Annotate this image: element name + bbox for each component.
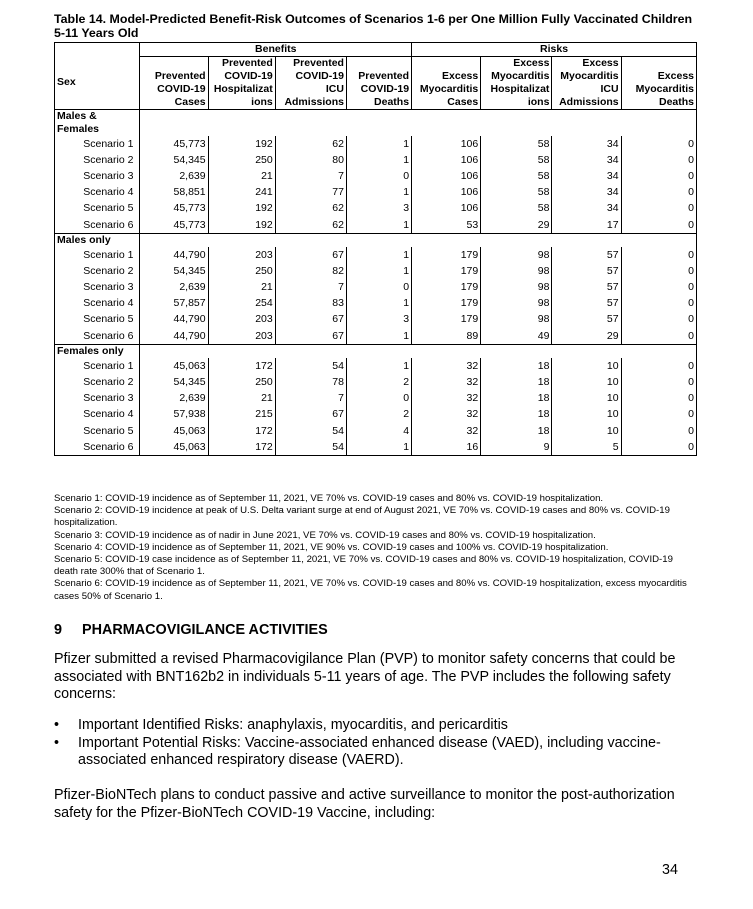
table-cell: 18 <box>481 423 552 439</box>
table-row <box>55 439 697 456</box>
table-cell: 62 <box>275 136 346 152</box>
table-cell: 54,345 <box>140 152 208 168</box>
column-header-line <box>624 57 694 70</box>
table-row <box>55 423 697 439</box>
table-cell: 2,639 <box>140 280 208 296</box>
table-cell: 18 <box>481 358 552 374</box>
table-cell: 34 <box>552 168 621 184</box>
table-cell: 54,345 <box>140 374 208 390</box>
table-cell: 172 <box>208 358 275 374</box>
table-row <box>55 358 697 374</box>
table-cell: 49 <box>481 328 552 345</box>
table-cell: 54 <box>275 439 346 456</box>
group-row-filler <box>140 345 697 359</box>
table-cell: 44,790 <box>140 312 208 328</box>
table-cell: 3 <box>346 201 411 217</box>
table-cell: 32 <box>412 407 481 423</box>
table-cell: 54,345 <box>140 263 208 279</box>
table-row <box>55 391 697 407</box>
column-header-line: Prevented <box>221 57 273 69</box>
table-row <box>55 263 697 279</box>
table-cell: 179 <box>412 296 481 312</box>
table-row <box>55 217 697 234</box>
column-header-line: Cases <box>174 96 206 108</box>
column-header-line: Excess <box>657 70 694 82</box>
footnote: Scenario 2: COVID-19 incidence at peak of U.S. Delta variant surge at end of August 2021, VE 70% vs. COVID-19 cases and 80% vs. COVID-19 hospitalization. <box>54 505 670 529</box>
table-cell: 54 <box>275 423 346 439</box>
scenario-label: Scenario 1 <box>55 358 140 374</box>
table-cell: 57 <box>552 263 621 279</box>
table-cell: 4 <box>346 423 411 439</box>
table-cell: 0 <box>621 439 696 456</box>
column-header <box>346 57 411 110</box>
list-item <box>54 717 694 735</box>
table-row <box>55 201 697 217</box>
table-cell: 82 <box>275 263 346 279</box>
table-cell: 83 <box>275 296 346 312</box>
table-cell: 179 <box>412 263 481 279</box>
table-cell: 67 <box>275 247 346 263</box>
column-header-line: Prevented <box>358 70 410 82</box>
column-header-line: Deaths <box>658 96 694 108</box>
table-cell: 77 <box>275 185 346 201</box>
table-cell: 53 <box>412 217 481 234</box>
table-cell: 54 <box>275 358 346 374</box>
table-cell: 18 <box>481 391 552 407</box>
table-cell: 0 <box>621 136 696 152</box>
footnote: Scenario 5: COVID-19 case incidence as of September 11, 2021, VE 70% vs. COVID-19 cases and 80% vs. COVID-19 hospitalization, COVID-19 death rate 300% that of Scenario 1. <box>54 554 673 578</box>
table-cell: 58 <box>481 185 552 201</box>
table-footnotes <box>54 493 694 603</box>
table-cell: 18 <box>481 374 552 390</box>
group-label: Females only <box>55 345 140 359</box>
table-cell: 7 <box>275 168 346 184</box>
column-header-line <box>349 57 409 70</box>
column-header <box>275 57 346 110</box>
table-cell: 45,773 <box>140 217 208 234</box>
table-cell: 106 <box>412 185 481 201</box>
table-row <box>55 247 697 263</box>
table-cell: 215 <box>208 407 275 423</box>
column-header-line: Excess <box>513 57 550 69</box>
column-header-line: Prevented <box>293 57 344 69</box>
table-cell: 5 <box>552 439 621 456</box>
bullet-icon: • <box>54 717 60 733</box>
column-header-line: COVID-19 <box>295 70 344 82</box>
scenario-label: Scenario 1 <box>55 247 140 263</box>
scenario-label: Scenario 5 <box>55 312 140 328</box>
table-cell: 21 <box>208 168 275 184</box>
table-cell: 1 <box>346 358 411 374</box>
scenario-label: Scenario 3 <box>55 280 140 296</box>
table-cell: 57 <box>552 247 621 263</box>
column-header <box>552 57 621 110</box>
table-cell: 1 <box>346 247 411 263</box>
column-header-line: Admissions <box>559 96 619 108</box>
column-header-line: ICU <box>600 83 619 95</box>
column-header-line <box>414 57 478 70</box>
column-header-line: Myocarditis <box>419 83 479 95</box>
column-header <box>412 57 481 110</box>
table-cell: 250 <box>208 374 275 390</box>
table-cell: 2,639 <box>140 391 208 407</box>
scenario-label: Scenario 3 <box>55 168 140 184</box>
table-row <box>55 328 697 345</box>
scenario-label: Scenario 2 <box>55 263 140 279</box>
table-cell: 0 <box>346 391 411 407</box>
table-row <box>55 168 697 184</box>
table-cell: 32 <box>412 358 481 374</box>
group-label: Males only <box>55 234 140 248</box>
column-header-line: Hospitalizat <box>213 83 273 95</box>
table-cell: 32 <box>412 374 481 390</box>
table-cell: 44,790 <box>140 247 208 263</box>
section-heading <box>54 622 328 638</box>
table-cell: 18 <box>481 407 552 423</box>
column-header-line: Myocarditis <box>560 70 619 82</box>
table-row <box>55 374 697 390</box>
table-cell: 0 <box>621 185 696 201</box>
table-cell: 98 <box>481 263 552 279</box>
scenario-label: Scenario 6 <box>55 217 140 234</box>
table-cell: 44,790 <box>140 328 208 345</box>
table-cell: 32 <box>412 391 481 407</box>
table-cell: 45,063 <box>140 423 208 439</box>
table-cell: 0 <box>346 168 411 184</box>
group-header-row <box>55 234 697 248</box>
scenario-label: Scenario 3 <box>55 391 140 407</box>
table-cell: 1 <box>346 217 411 234</box>
table-cell: 45,773 <box>140 136 208 152</box>
table-cell: 62 <box>275 201 346 217</box>
table-cell: 89 <box>412 328 481 345</box>
column-header-line: ions <box>527 96 550 108</box>
table-cell: 0 <box>621 247 696 263</box>
scenario-label: Scenario 5 <box>55 423 140 439</box>
table-cell: 1 <box>346 439 411 456</box>
table-cell: 98 <box>481 280 552 296</box>
table-cell: 179 <box>412 247 481 263</box>
table-cell: 9 <box>481 439 552 456</box>
table-cell: 34 <box>552 185 621 201</box>
table-cell: 98 <box>481 312 552 328</box>
column-header-line: Admissions <box>284 96 344 108</box>
table-cell: 179 <box>412 280 481 296</box>
group-row-filler <box>140 110 697 137</box>
table-cell: 0 <box>621 217 696 234</box>
column-header-row <box>55 57 697 110</box>
table-cell: 10 <box>552 407 621 423</box>
list-item-text: Important Potential Risks: Vaccine-associated enhanced disease (VAED), including vaccine-associated enhanced respiratory disease (VAERD). <box>78 734 661 768</box>
column-header <box>140 57 208 110</box>
table-cell: 7 <box>275 391 346 407</box>
table-cell: 10 <box>552 358 621 374</box>
table-cell: 0 <box>621 152 696 168</box>
footnote: Scenario 6: COVID-19 incidence as of September 11, 2021, VE 70% vs. COVID-19 cases and 80% vs. COVID-19 hospitalization, excess myocarditis cases 50% of Scenario 1. <box>54 578 687 602</box>
column-header-line <box>142 57 205 70</box>
table-cell: 58 <box>481 168 552 184</box>
table-cell: 1 <box>346 263 411 279</box>
table-cell: 57,857 <box>140 296 208 312</box>
table-cell: 1 <box>346 152 411 168</box>
table-cell: 67 <box>275 328 346 345</box>
table-cell: 1 <box>346 296 411 312</box>
table-cell: 62 <box>275 217 346 234</box>
footnote: Scenario 4: COVID-19 incidence as of September 11, 2021, VE 90% vs. COVID-19 cases and 100% vs. COVID-19 hospitalization. <box>54 541 609 553</box>
list-item-text: Important Identified Risks: anaphylaxis, myocarditis, and pericarditis <box>78 717 508 733</box>
table-cell: 179 <box>412 312 481 328</box>
table-cell: 0 <box>621 312 696 328</box>
table-cell: 1 <box>346 328 411 345</box>
column-header-line: ions <box>251 96 273 108</box>
table-cell: 192 <box>208 217 275 234</box>
table-cell: 0 <box>621 423 696 439</box>
table-cell: 32 <box>412 423 481 439</box>
table-cell: 0 <box>621 168 696 184</box>
table-cell: 45,063 <box>140 358 208 374</box>
table-cell: 192 <box>208 136 275 152</box>
table-cell: 7 <box>275 280 346 296</box>
table-cell: 57 <box>552 280 621 296</box>
table-row <box>55 152 697 168</box>
table-cell: 78 <box>275 374 346 390</box>
table-cell: 34 <box>552 152 621 168</box>
group-header-row <box>55 110 697 137</box>
table-cell: 80 <box>275 152 346 168</box>
column-header <box>208 57 275 110</box>
column-header-line: Cases <box>447 96 479 108</box>
table-cell: 17 <box>552 217 621 234</box>
scenario-label: Scenario 2 <box>55 374 140 390</box>
section-number: 9 <box>54 622 63 638</box>
table-title: Table 14. Model-Predicted Benefit-Risk Outcomes of Scenarios 1-6 per One Million Fully Vaccinated Children 5-11 Years Old <box>54 12 693 40</box>
group-row-filler <box>140 234 697 248</box>
benefit-risk-table <box>54 42 697 456</box>
table-row <box>55 280 697 296</box>
table-cell: 58 <box>481 201 552 217</box>
table-cell: 57,938 <box>140 407 208 423</box>
column-header-line: COVID-19 <box>157 83 206 95</box>
table-cell: 34 <box>552 136 621 152</box>
table-cell: 58 <box>481 136 552 152</box>
table-cell: 57 <box>552 312 621 328</box>
paragraph-surveillance: Pfizer-BioNTech plans to conduct passive and active surveillance to monitor the post-authorization safety for the Pfizer-BioNTech COVID-19 Vaccine, including: <box>54 787 675 821</box>
scenario-label: Scenario 4 <box>55 407 140 423</box>
table-cell: 1 <box>346 185 411 201</box>
table-cell: 21 <box>208 391 275 407</box>
table-cell: 0 <box>621 374 696 390</box>
table-cell: 16 <box>412 439 481 456</box>
table-cell: 0 <box>621 296 696 312</box>
table-cell: 29 <box>552 328 621 345</box>
table-cell: 192 <box>208 201 275 217</box>
section-title: PHARMACOVIGILANCE ACTIVITIES <box>82 622 328 638</box>
column-header-line: Excess <box>442 70 479 82</box>
scenario-label: Scenario 1 <box>55 136 140 152</box>
page-number: 34 <box>662 862 678 878</box>
table-cell: 106 <box>412 136 481 152</box>
table-cell: 0 <box>621 391 696 407</box>
scenario-label: Scenario 5 <box>55 201 140 217</box>
table-cell: 0 <box>621 263 696 279</box>
table-cell: 250 <box>208 263 275 279</box>
column-header-line: Excess <box>582 57 619 69</box>
table-cell: 58 <box>481 152 552 168</box>
scenario-label: Scenario 6 <box>55 439 140 456</box>
table-cell: 21 <box>208 280 275 296</box>
table-cell: 10 <box>552 423 621 439</box>
column-header-line: Hospitalizat <box>490 83 550 95</box>
table-row <box>55 312 697 328</box>
table-cell: 172 <box>208 423 275 439</box>
scenario-label: Scenario 4 <box>55 185 140 201</box>
footnote: Scenario 3: COVID-19 incidence as of nadir in June 2021, VE 70% vs. COVID-19 cases and 80% vs. COVID-19 hospitalization. <box>54 529 596 541</box>
table-cell: 58,851 <box>140 185 208 201</box>
group-header-row <box>55 43 697 57</box>
table-cell: 0 <box>346 280 411 296</box>
column-header-line: COVID-19 <box>224 70 273 82</box>
sex-header: Sex <box>55 57 140 110</box>
table-cell: 203 <box>208 312 275 328</box>
table-cell: 57 <box>552 296 621 312</box>
table-cell: 34 <box>552 201 621 217</box>
column-header-line: Myocarditis <box>491 70 550 82</box>
table-cell: 3 <box>346 312 411 328</box>
safety-concerns-list <box>54 717 694 770</box>
table-row <box>55 407 697 423</box>
table-cell: 10 <box>552 374 621 390</box>
table-cell: 0 <box>621 358 696 374</box>
table-row <box>55 136 697 152</box>
table-cell: 45,063 <box>140 439 208 456</box>
table-cell: 0 <box>621 280 696 296</box>
table-cell: 29 <box>481 217 552 234</box>
table-cell: 2,639 <box>140 168 208 184</box>
table-cell: 1 <box>346 136 411 152</box>
table-cell: 106 <box>412 201 481 217</box>
column-header-line: Deaths <box>374 96 410 108</box>
table-cell: 67 <box>275 312 346 328</box>
column-header <box>621 57 696 110</box>
table-cell: 2 <box>346 407 411 423</box>
table-cell: 67 <box>275 407 346 423</box>
table-cell: 45,773 <box>140 201 208 217</box>
table-cell: 106 <box>412 168 481 184</box>
table-cell: 2 <box>346 374 411 390</box>
risks-header: Risks <box>412 43 697 57</box>
column-header <box>481 57 552 110</box>
scenario-label: Scenario 2 <box>55 152 140 168</box>
table-cell: 0 <box>621 201 696 217</box>
table-row <box>55 296 697 312</box>
column-header-line: COVID-19 <box>360 83 410 95</box>
table-cell: 172 <box>208 439 275 456</box>
table-cell: 0 <box>621 328 696 345</box>
scenario-label: Scenario 6 <box>55 328 140 345</box>
table-cell: 203 <box>208 328 275 345</box>
bullet-icon: • <box>54 734 60 751</box>
column-header-line: Prevented <box>154 70 206 82</box>
list-item <box>54 735 694 770</box>
group-header-row <box>55 345 697 359</box>
footnote: Scenario 1: COVID-19 incidence as of September 11, 2021, VE 70% vs. COVID-19 cases and 80% vs. COVID-19 hospitalization. <box>54 493 604 504</box>
table-cell: 0 <box>621 407 696 423</box>
benefits-header: Benefits <box>140 43 412 57</box>
table-cell: 98 <box>481 296 552 312</box>
table-cell: 106 <box>412 152 481 168</box>
scenario-label: Scenario 4 <box>55 296 140 312</box>
table-row <box>55 185 697 201</box>
column-header-line: Myocarditis <box>635 83 694 95</box>
table-cell: 241 <box>208 185 275 201</box>
column-header-line: ICU <box>325 83 344 95</box>
table-cell: 254 <box>208 296 275 312</box>
table-cell: 10 <box>552 391 621 407</box>
table-cell: 250 <box>208 152 275 168</box>
group-label: Males & Females <box>55 110 140 137</box>
paragraph-pvp: Pfizer submitted a revised Pharmacovigilance Plan (PVP) to monitor safety concerns that could be associated with BNT162b2 in individuals 5-11 years of age. The PVP includes the following safety concerns: <box>54 651 676 702</box>
sex-header-corner <box>55 43 140 57</box>
table-body <box>55 110 697 456</box>
table-cell: 98 <box>481 247 552 263</box>
table-cell: 203 <box>208 247 275 263</box>
